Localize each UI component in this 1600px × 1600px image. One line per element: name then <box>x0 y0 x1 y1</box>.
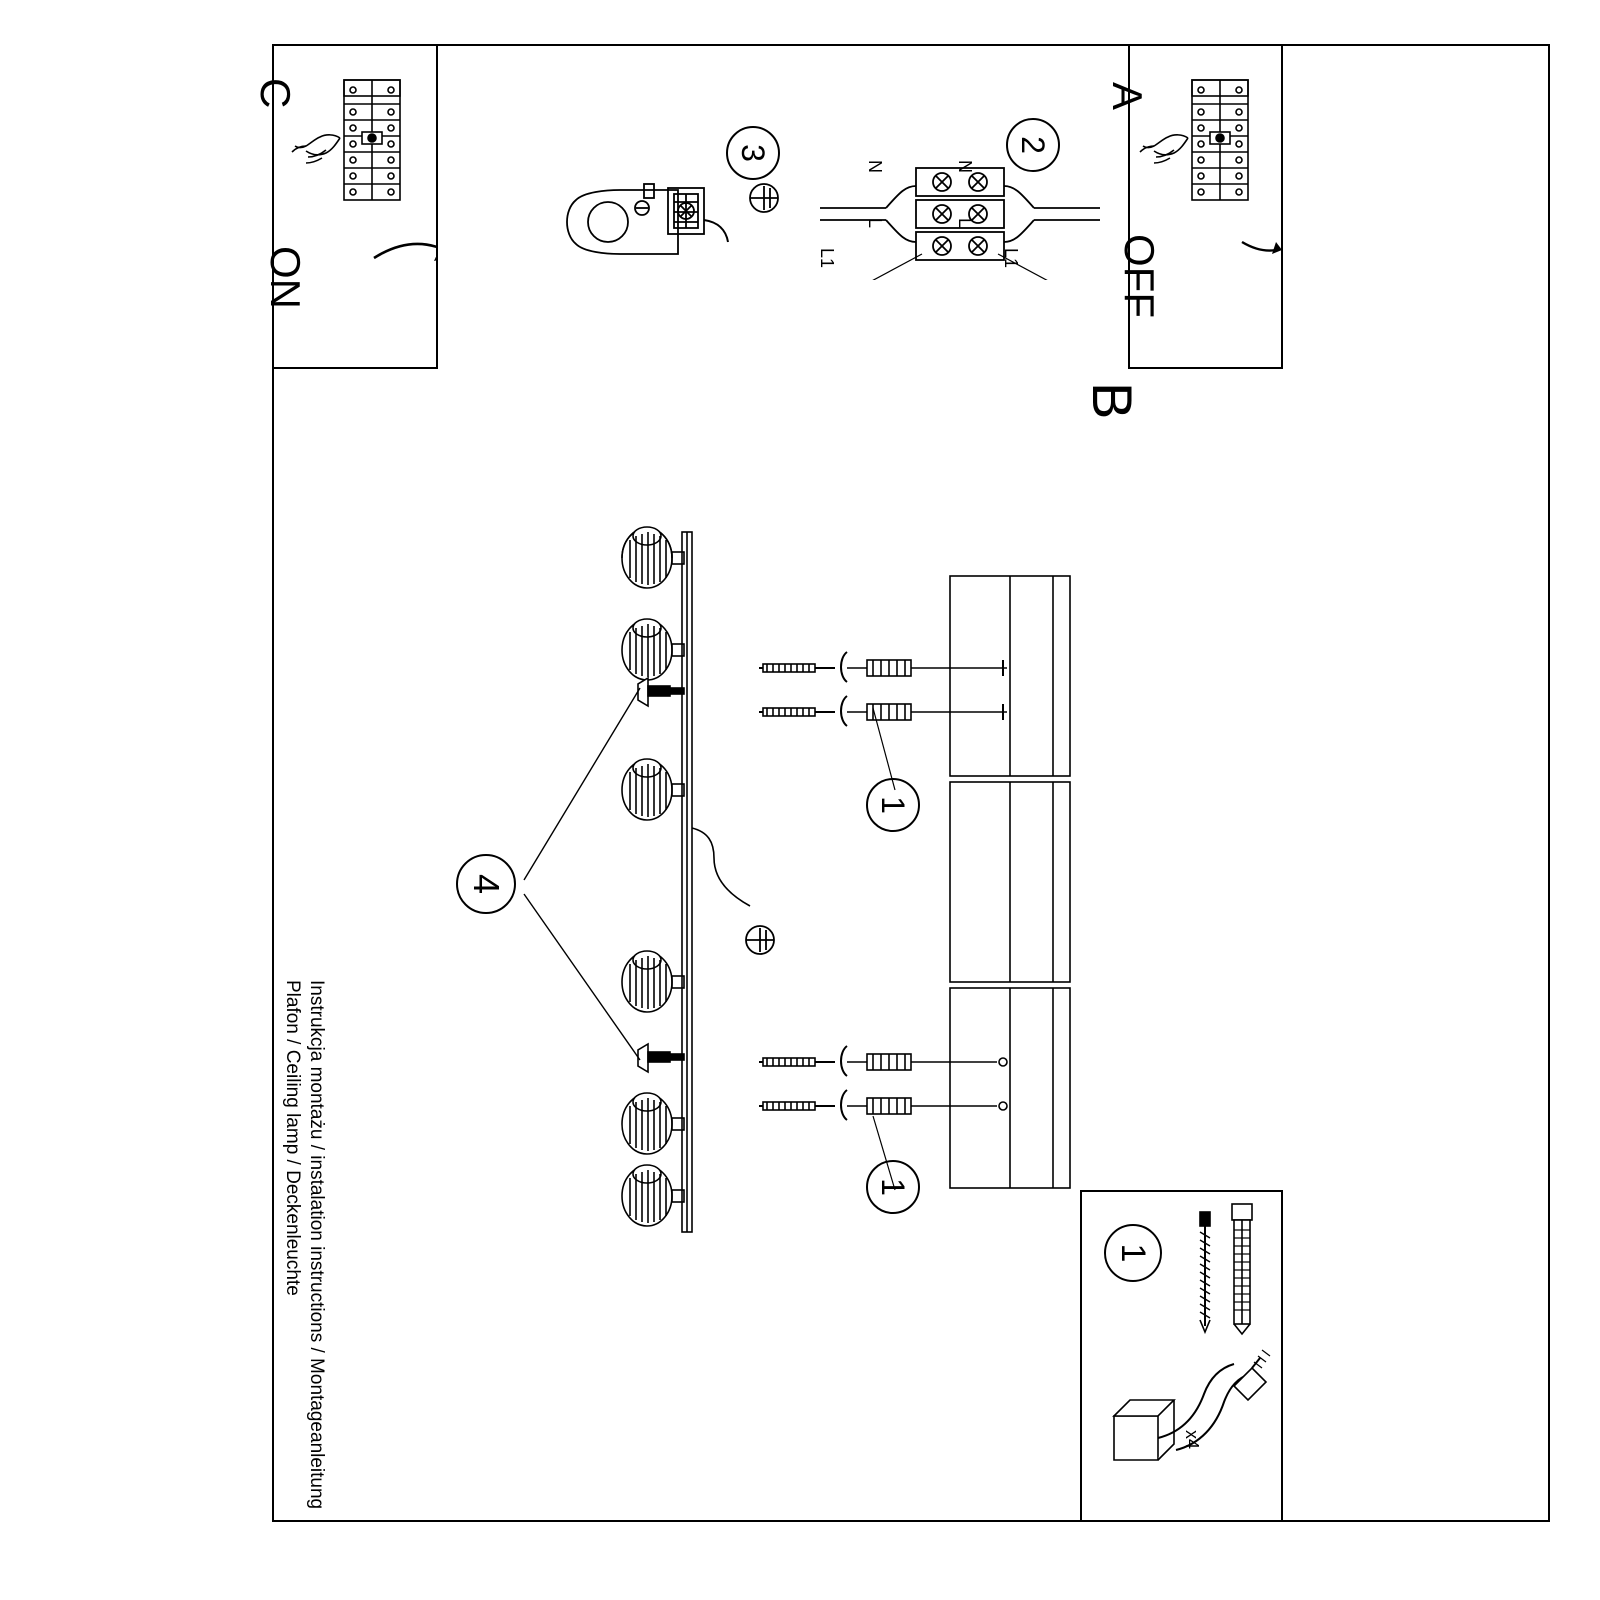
lead-label-l1-left: L1 <box>817 248 837 269</box>
panel-c-state-label: ON <box>262 246 309 309</box>
parts-number: 1 <box>1114 1243 1152 1263</box>
panel-b-letter: B <box>1081 382 1144 420</box>
panel-a <box>1104 44 1283 369</box>
panel-c <box>252 44 438 369</box>
step-1-top-number: 1 <box>875 796 911 814</box>
step-3-badge <box>726 126 780 180</box>
parts-quantity-label: x4 <box>1182 1430 1202 1450</box>
step-2-number: 2 <box>1015 136 1051 154</box>
step-3-number: 3 <box>735 144 771 162</box>
ground-symbol-icon <box>744 176 784 220</box>
step-4-number: 4 <box>466 873 507 895</box>
panel-a-letter: A <box>1104 82 1151 111</box>
step-1-bottom-badge <box>866 1160 920 1214</box>
panel-parts <box>1080 1190 1283 1522</box>
title-block <box>282 980 346 1510</box>
terminal-label-l-right: L <box>955 218 975 229</box>
step-1-bottom-number: 1 <box>875 1178 911 1196</box>
step-4-badge <box>456 854 516 914</box>
terminal-label-n-left: N <box>865 160 885 173</box>
panel-c-letter: C <box>252 78 299 109</box>
lead-label-l1-right: L1 <box>1001 248 1021 269</box>
step-2-badge <box>1006 118 1060 172</box>
parts-badge <box>1104 1224 1162 1282</box>
terminal-label-n-right: N <box>955 160 975 173</box>
panel-a-state-label: OFF <box>1116 234 1163 318</box>
breaker-off-illustration <box>1130 46 1281 367</box>
step-1-top-badge <box>866 778 920 832</box>
ceiling-fixing-illustration <box>745 560 1085 1220</box>
terminal-label-l-left: L <box>865 218 885 229</box>
title-line-2: Plafon / Ceiling lamp / Deckenleuchte <box>282 980 303 1296</box>
title-line-1: Instrukcja montażu / instalation instructions / Montageanleitung <box>306 980 327 1510</box>
